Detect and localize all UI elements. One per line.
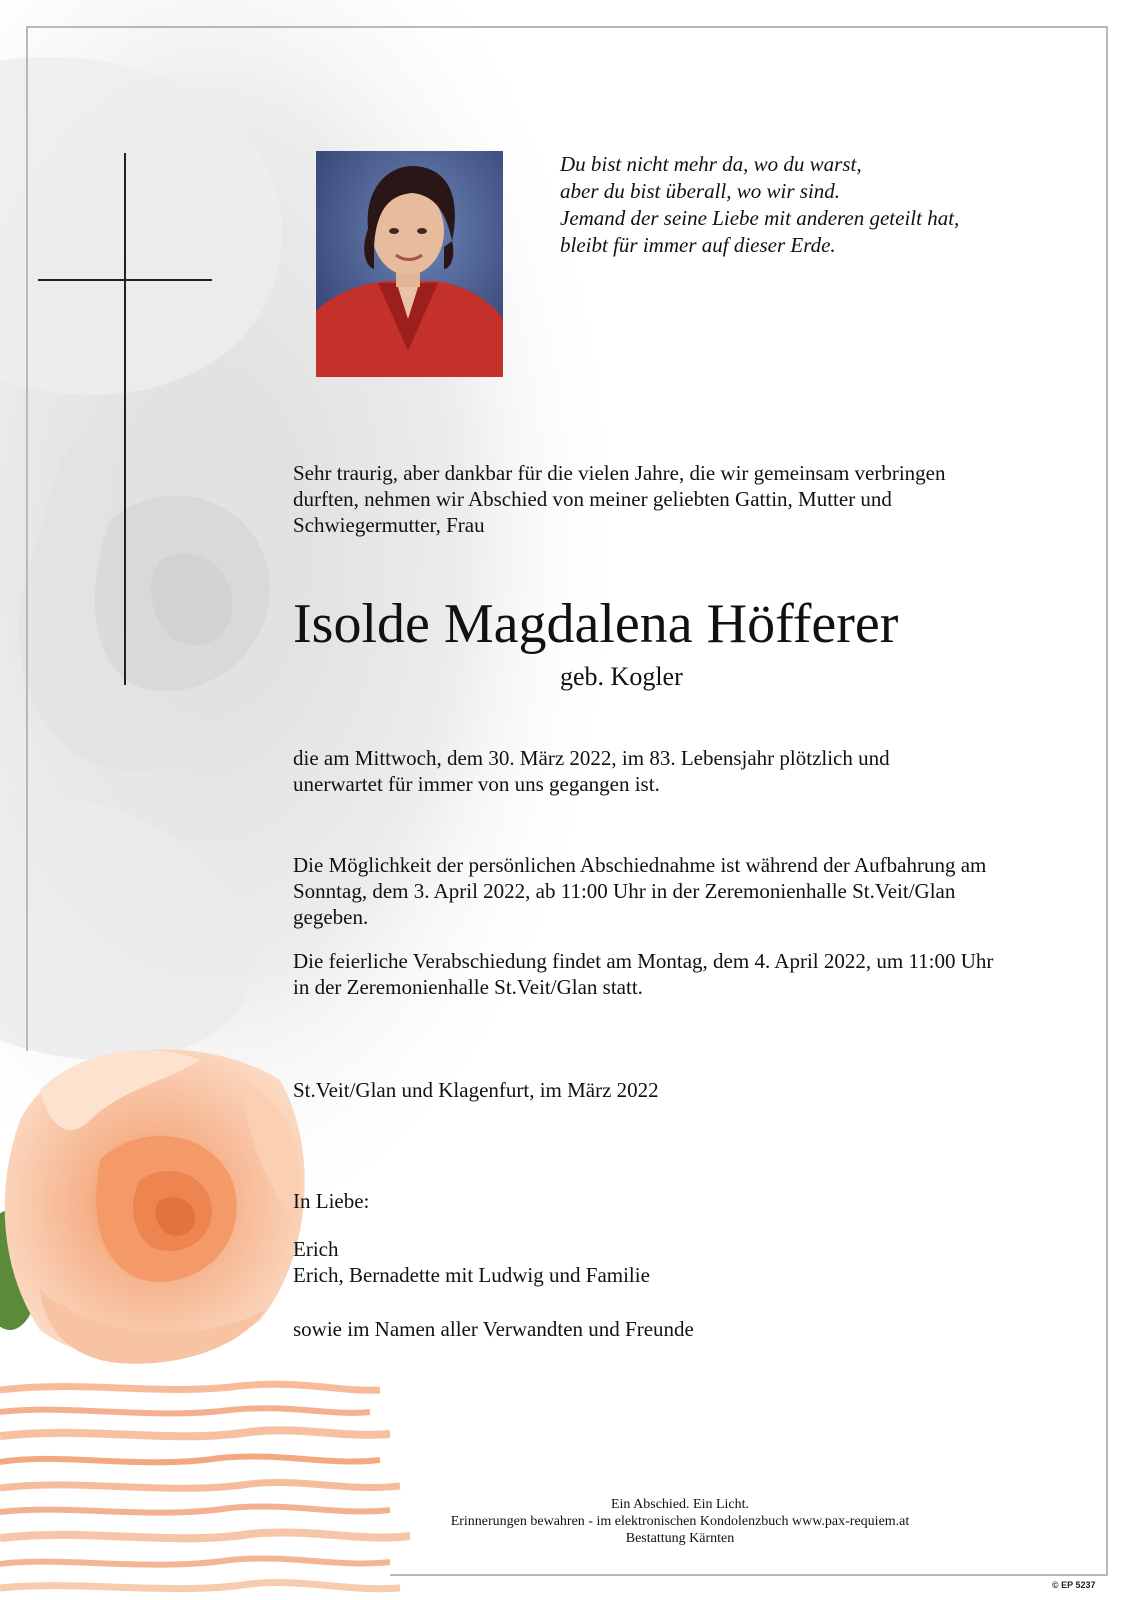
poem-line: Jemand der seine Liebe mit anderen geteilt hat,: [560, 206, 960, 230]
intro-paragraph: [293, 460, 1073, 538]
death-notice-line: unerwartet für immer von uns gegangen ist.: [293, 772, 660, 796]
mourner-name: Erich: [293, 1237, 339, 1261]
print-code-badge: © EP 5237: [1052, 1580, 1096, 1590]
poem-line: bleibt für immer auf dieser Erde.: [560, 233, 836, 257]
death-notice-paragraph: [293, 745, 1073, 797]
water-reflection: [0, 1384, 410, 1588]
mourners-list: [293, 1236, 1073, 1288]
poem-line: Du bist nicht mehr da, wo du warst,: [560, 152, 862, 176]
memorial-poem: [560, 151, 1080, 259]
viewing-line: gegeben.: [293, 905, 369, 929]
poem-line: aber du bist überall, wo wir sind.: [560, 179, 841, 203]
viewing-paragraph: [293, 852, 1073, 930]
footer-line: Erinnerungen bewahren - im elektronischen Kondolenzbuch www.pax-requiem.at: [450, 1514, 910, 1529]
place-date: St.Veit/Glan und Klagenfurt, im März 2022: [293, 1078, 659, 1102]
death-notice-line: die am Mittwoch, dem 30. März 2022, im 83. Lebensjahr plötzlich und: [293, 746, 890, 770]
mourner-name: Erich, Bernadette mit Ludwig und Familie: [293, 1263, 650, 1287]
viewing-line: Sonntag, dem 3. April 2022, ab 11:00 Uhr in der Zeremonienhalle St.Veit/Glan: [293, 879, 956, 903]
birth-name: geb. Kogler: [560, 662, 683, 691]
footer-line: Bestattung Kärnten: [625, 1531, 735, 1546]
mourners-closing: sowie im Namen aller Verwandten und Freunde: [293, 1317, 694, 1341]
cross-icon-vertical: [124, 153, 126, 685]
ceremony-paragraph: [293, 948, 1073, 1000]
cross-icon-horizontal: [38, 279, 212, 281]
mourners-heading: In Liebe:: [293, 1189, 370, 1213]
ceremony-line: Die feierliche Verabschiedung findet am Montag, dem 4. April 2022, um 11:00 Uhr: [293, 949, 994, 973]
intro-line: Sehr traurig, aber dankbar für die vielen Jahre, die wir gemeinsam verbringen: [293, 461, 946, 485]
footer-line: Ein Abschied. Ein Licht.: [610, 1497, 750, 1512]
frame-left-border: [26, 26, 28, 1051]
viewing-line: Die Möglichkeit der persönlichen Abschiednahme ist während der Aufbahrung am: [293, 853, 987, 877]
intro-line: Schwiegermutter, Frau: [293, 513, 485, 537]
frame-top-border: [26, 26, 1108, 28]
intro-line: durften, nehmen wir Abschied von meiner geliebten Gattin, Mutter und: [293, 487, 892, 511]
footer: [380, 1496, 980, 1547]
frame-right-border: [1106, 26, 1108, 1576]
peach-rose: [0, 1049, 305, 1363]
ceremony-line: in der Zeremonienhalle St.Veit/Glan statt.: [293, 975, 643, 999]
portrait-photo: [316, 151, 503, 377]
frame-bottom-border: [390, 1574, 1108, 1576]
deceased-name: Isolde Magdalena Höfferer: [293, 593, 899, 655]
